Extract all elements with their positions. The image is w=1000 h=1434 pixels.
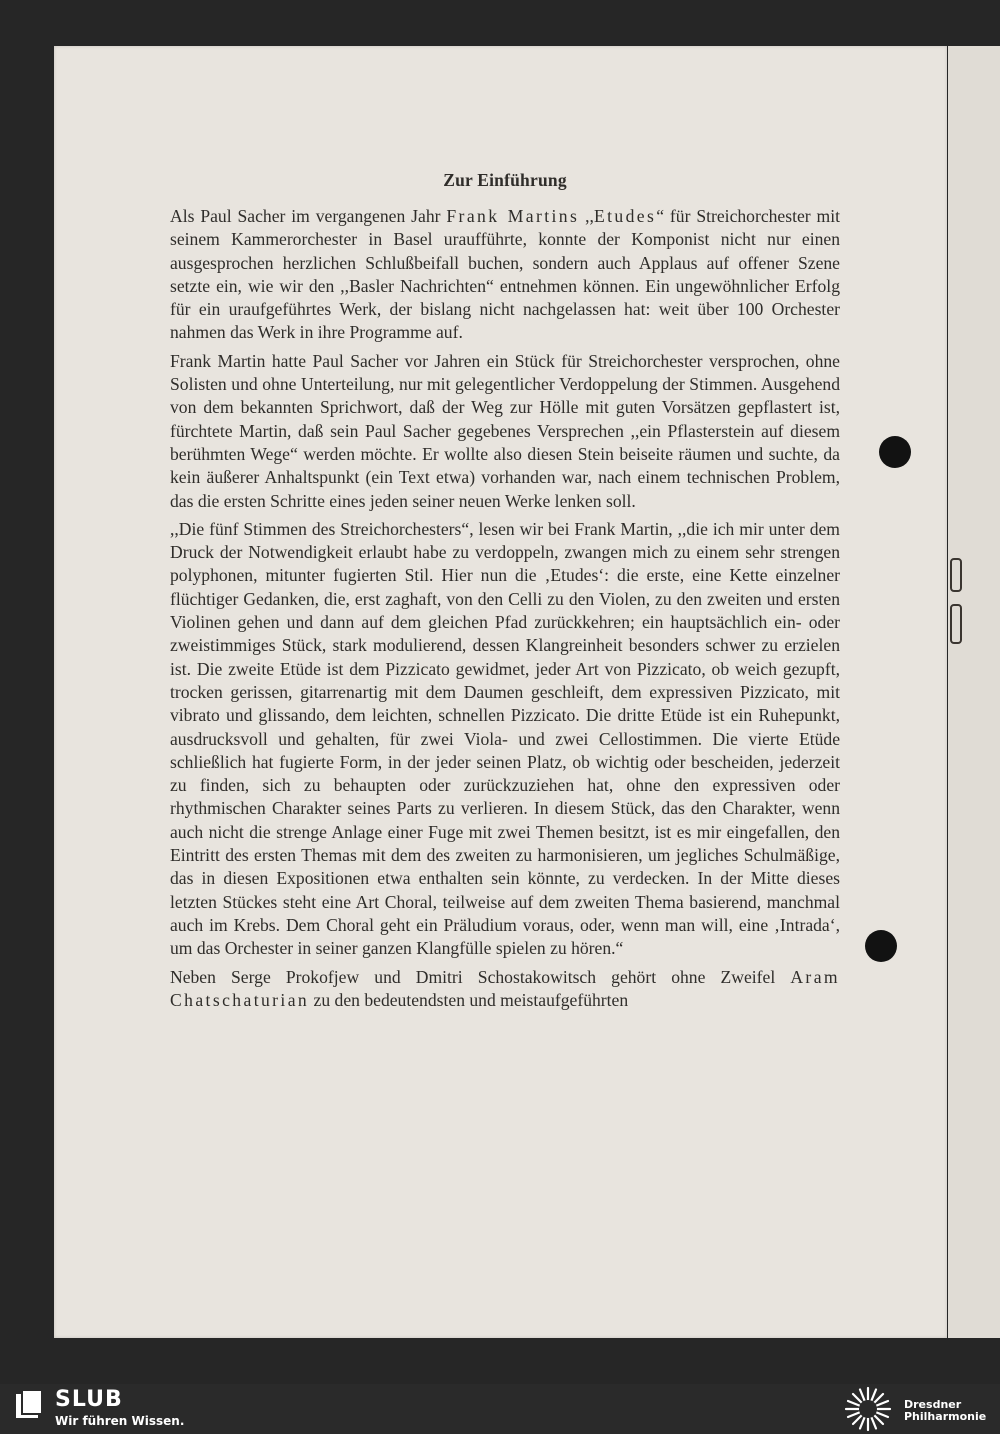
document-body <box>170 170 840 1017</box>
work-title: Etudes <box>593 206 657 226</box>
page-title: Zur Einführung <box>443 170 567 190</box>
paragraph-2: Frank Martin hatte Paul Sacher vor Jahren ein Stück für Streichorchester versprochen, ohne Solisten und ohne Unterteilung, nur mit gelegentlicher Verdoppelung der Stimmen. Ausgehend von dem bekannten Sprichwort, daß der Weg zur Hölle mit guten Vorsätzen gepflastert ist, fürchtete Martin, daß sein Paul Sacher gegebenes Versprechen ,,ein Pflasterstein auf diesem berühmten Wege“ werden möchte. Er wollte also diesen Stein beiseite räumen und suchte, da kein äußerer Anhaltspunkt (ein Text etwa) vorhanden war, nach einem technischen Problem, das die ersten Schritte eines jeden seiner neuen Werke lenken soll. <box>170 350 840 511</box>
paragraph-3: ,,Die fünf Stimmen des Streichorchesters“, lesen wir bei Frank Martin, ,,die ich mir unter dem Druck der Notwendigkeit erlaubt habe zu verdoppeln, zwangen mich zu einem sehr strengen polyphonen, mitunter fugierten Stil. Hier nun die ‚Etudes‘: die erste, eine Kette einzelner flüchtiger Gedanken, die, erst zaghaft, von den Celli zu den Violen, zu den zweiten und ersten Violinen gehen und dann auf dem gleichen Pfad zurückkehren; ein hauptsächlich ein- oder zweistimmiges Stück, stark modulierend, dessen Klangreinheit besonders schwer zu erzielen ist. Die zweite Etüde ist dem Pizzicato gewidmet, jeder Art von Pizzicato, ob weich gezupft, trocken gerissen, gitarrenartig mit dem Daumen geschleift, dem expressiven Pizzicato, mit vibrato und glissando, dem leichten, schnellen Pizzicato. Die dritte Etüde ist ein Ruhepunkt, ausdrucksvoll und gehalten, für zwei Viola- und zwei Cellostimmen. Die vierte Etüde schließlich hat fugierte Form, in der jeder seinen Platz, ob wichtig oder bescheiden, jederzeit zu finden, sich zu behaupten oder zurückzuziehen hat, ohne den expressiven oder rhythmischen Charakter seines Parts zu verlieren. In diesem Stück, das den Charakter, wenn auch nicht die strenge Anlage einer Fuge mit zwei Themen besitzt, ist es mir eingefallen, den Eintritt des ersten Themas mit dem des zweiten zu harmonisieren, um jegliches Schulmäßige, das in diesen Expositionen etwa enthalten sein könnte, zu verdecken. In der Mitte dieses letzten Stückes steht eine Art Choral, teilweise auf dem zweiten Thema basierend, manchmal auch im Krebs. Dem Choral geht ein Präludium voraus, oder, wenn man will, eine ‚Intrada‘, um das Orchester in seiner ganzen Klangfülle spielen zu hören.“ <box>170 518 840 959</box>
composer-name: Frank Martins <box>446 206 580 226</box>
footer-bar <box>0 1384 1000 1434</box>
punch-hole-top <box>879 436 911 468</box>
paragraph-4: Neben Serge Prokofjew und Dmitri Schostakowitsch gehört ohne Zweifel Aram Chatschaturian zu den bedeutendsten und meistaufgeführten <box>170 966 840 1010</box>
composer-name-2: Aram Chatschaturian <box>170 966 840 1010</box>
next-page-edge <box>948 46 1000 1338</box>
paragraph-1: Als Paul Sacher im vergangenen Jahr Frank Martins ,,Etudes“ für Streichorchester mit seinem Kammerorchester in Basel uraufführte, konnte der Komponist nicht nur einen ausgesprochen herzlichen Schlußbeifall buchen, sondern auch Applaus auf offener Szene setzte ein, wie wir den ,,Basler Nachrichten“ entnehmen können. Ein ungewöhnlicher Erfolg für ein uraufgeführtes Werk, der bislang nicht nachgelassen hat: weit über 100 Orchester nahmen das Werk in ihre Programme auf. <box>170 206 840 343</box>
staple-mark-top <box>950 558 962 592</box>
slub-book-icon <box>12 1388 46 1422</box>
staple-mark-bottom <box>950 604 962 644</box>
philharmonie-logo-text: Dresdner Philharmonie <box>904 1398 987 1423</box>
philharmonie-sunburst-icon <box>842 1386 894 1432</box>
punch-hole-bottom <box>865 930 897 962</box>
slub-tagline: Wir führen Wissen. <box>55 1414 185 1428</box>
slub-logo-text: SLUB <box>55 1387 123 1412</box>
